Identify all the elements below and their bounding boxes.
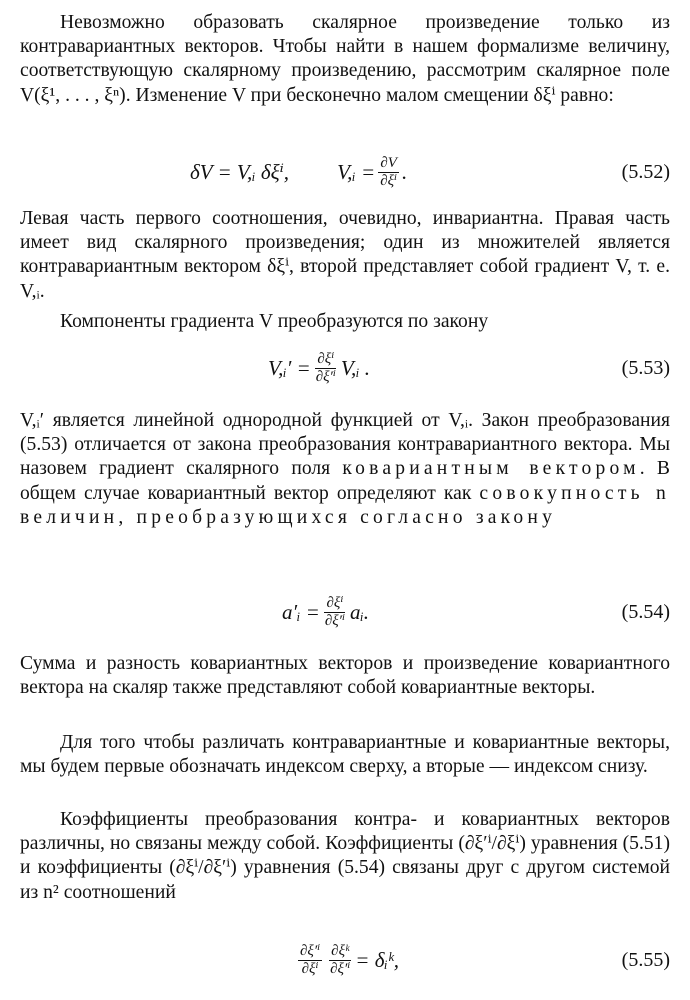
- fraction-numerator: ∂ξⁱ: [326, 594, 344, 611]
- paragraph-covariant-def: [20, 409, 670, 530]
- fraction-denominator: ∂ξⁱ: [380, 172, 398, 189]
- equation-5-52: [20, 150, 670, 194]
- equation-5-52-lhs: δV = V,ᵢ δξⁱ,: [190, 159, 290, 184]
- fraction-denominator: ∂ξⁱ: [301, 960, 319, 977]
- covariant-text-c: . В общем случае ковариантный вектор определяют как: [20, 458, 670, 504]
- equation-5-53-formula: [268, 346, 370, 390]
- fraction-dxi-dxiprime: [323, 595, 347, 630]
- covariant-text-a: V,ᵢ′ является линейной однородной функцией от V,ᵢ. Закон преобразования (5.53) отличается от закона преобразования контравариантного вектора. Мы назовем градиент скалярного поля: [20, 410, 670, 480]
- paragraph-intro: Невозможно образовать скалярное произведение только из контравариантных векторов. Чтобы найти в нашем формализме величину, соответствующую скалярному произведению, рассмотрим скалярное поле V(ξ¹, . . . , ξⁿ). Изменение V при бесконечно малом смещении δξⁱ равно:: [20, 12, 670, 106]
- fraction-numerator: ∂ξᵏ: [331, 942, 350, 959]
- equation-5-53-lhs: V,ᵢ′ =: [268, 355, 311, 380]
- equation-number: (5.53): [621, 356, 670, 379]
- fraction-dxiprime-dxi: [298, 943, 322, 978]
- equation-5-52-end: .: [402, 159, 408, 184]
- equation-5-54-formula: [282, 590, 369, 634]
- equation-number: (5.55): [621, 948, 670, 971]
- equation-5-54-rhs: aᵢ.: [349, 599, 370, 624]
- fraction-denominator: ∂ξ′ⁱ: [324, 612, 345, 629]
- fraction-dxik-dxiprime: [328, 943, 352, 978]
- equation-5-55-formula: [295, 938, 399, 982]
- equation-5-54: [20, 590, 670, 634]
- fraction-dxi-dxiprime: [314, 351, 338, 386]
- paragraph-index-notation: Для того чтобы различать контравариантные и ковариантные векторы, мы будем первые обозначать индексом сверху, а вторые — индексом снизу.: [20, 732, 670, 778]
- covariant-term: ковариантным вектором: [342, 458, 640, 480]
- paragraph-gradient-law: Компоненты градиента V преобразуются по закону: [60, 311, 489, 332]
- fraction-dv-dxi: [378, 155, 399, 190]
- fraction-numerator: ∂ξⁱ: [317, 350, 335, 367]
- equation-5-54-lhs: a′ᵢ =: [282, 599, 320, 624]
- fraction-denominator: ∂ξ′ⁱ: [330, 960, 351, 977]
- paragraph-coefficients: Коэффициенты преобразования контра- и ковариантных векторов различны, но связаны между собой. Коэффициенты (∂ξ′ⁱ/∂ξⁱ) уравнения (5.51) и коэффициенты (∂ξⁱ/∂ξ′ⁱ) уравнения (5.54) связаны друг с другом системой из n² соотношений: [20, 809, 670, 903]
- paragraph-sum-difference: Сумма и разность ковариантных векторов и произведение ковариантного вектора на скаляр также представляют собой ковариантные векторы.: [20, 653, 670, 699]
- fraction-numerator: ∂ξ′ⁱ: [300, 942, 321, 959]
- fraction-numerator: ∂V: [380, 154, 397, 171]
- paragraph-invariance: Левая часть первого соотношения, очевидно, инвариантна. Правая часть имеет вид скалярного произведения; один из множителей является контравариантным вектором δξⁱ, второй представляет собой градиент V, т. е. V,ᵢ.: [20, 208, 670, 302]
- equation-5-55: [20, 938, 670, 982]
- equation-5-53-rhs: V,ᵢ .: [340, 355, 371, 380]
- equation-5-52-formula: [190, 150, 407, 194]
- equation-5-55-rhs: = δᵢᵏ,: [355, 947, 399, 972]
- equation-number: (5.54): [621, 600, 670, 623]
- covariant-definition: совокупность n величин, преобразующихся согласно закону: [20, 482, 670, 528]
- equation-5-52-rhs-left: V,ᵢ =: [337, 159, 376, 184]
- fraction-denominator: ∂ξ′ⁱ: [315, 368, 336, 385]
- equation-number: (5.52): [621, 160, 670, 183]
- equation-5-53: [20, 346, 670, 390]
